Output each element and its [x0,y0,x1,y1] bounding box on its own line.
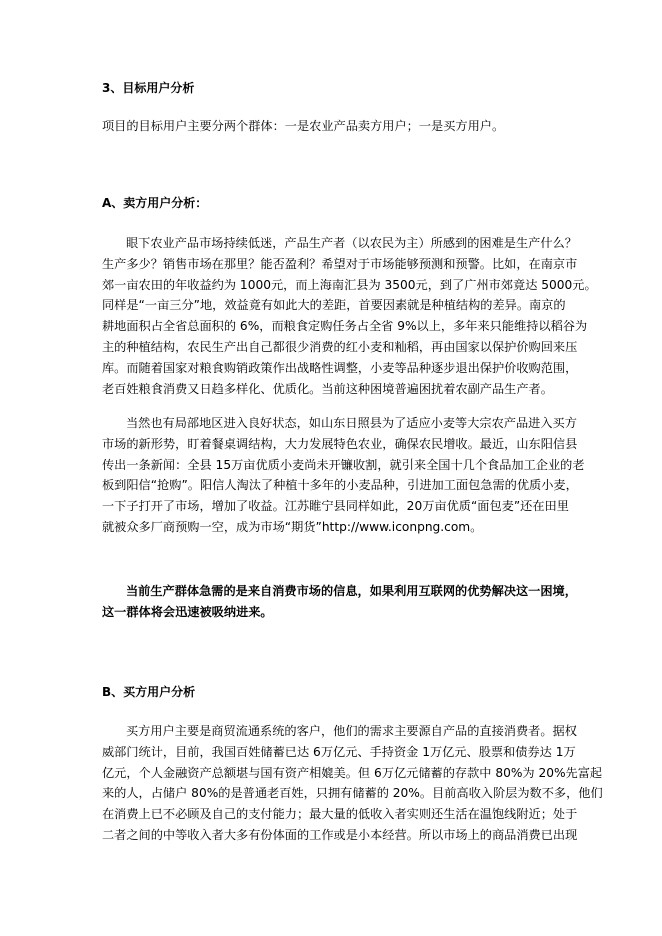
text-line: 就被众多厂商预购一空，成为市场“期货”http://www.iconpng.com。 [102,519,483,534]
section-3-heading: 3、目标用户分析 [102,81,195,95]
section-b-paragraph-1 [102,721,603,846]
section-3-intro [102,116,562,137]
text-line: 一下子打开了市场，增加了收益。江苏睢宁县同样如此，20万亩优质“面包麦”还在田里 [102,499,569,514]
section-a-paragraph-2 [102,413,585,538]
text-line: 同样是“一亩三分”地，效益竟有如此大的差距，首要因素就是种植结构的差异。南京的 [102,298,566,313]
text-line: 生产多少？销售市场在那里？能否盈利？希望对于市场能够预测和预警。比如，在南京市 [102,256,578,271]
text-line: 当然也有局部地区进入良好状态，如山东日照县为了适应小麦等大宗农产品进入买方 [126,416,577,430]
text-line: 板到阳信“抢购”。阳信人淘汰了种植十多年的小麦品种，引进加工面包急需的优质小麦， [102,478,578,493]
text-line: 老百姓粮食消费又日趋多样化、优质化。当前这种困境普遍困扰着农副产品生产者。 [102,381,553,396]
text-line: 买方用户主要是商贸流通系统的客户，他们的需求主要源自产品的直接消费者。据权 [126,724,577,738]
section-a-heading: A、卖方用户分析： [102,196,208,210]
text-line: 在消费上已不必顾及自己的支付能力；最大量的低收入者实则还生活在温饱线附近；处于 [102,807,578,822]
text-line: 耕地面积占全省总面积的 6%，而粮食定购任务占全省 9%以上，多年来只能维持以稻谷为 [102,319,588,334]
text-line: 来的人，占储户 80%的是普通老百姓，只拥有储蓄的 20%。目前高收入阶层为数不多，他们 [102,786,603,801]
text-line: 这一群体将会迅速被吸纳进来。 [102,604,273,619]
text-line: 市场的新形势，盯着餐桌调结构，大力发展特色农业，确保农民增收。最近，山东阳信县 [102,436,578,451]
text-line: 亿元，个人金融资产总额堪与国有资产相媲美。但 6万亿元储蓄的存款中 80%为 20%先富起 [102,765,603,780]
text-line: 传出一条新闻：全县 15万亩优质小麦尚未开镰收割，就引来全国十几个食品加工企业的老 [102,457,585,472]
text-line: 主的种植结构，农民生产出自己都很少消费的红小麦和籼稻，再由国家以保护价购回来压 [102,339,578,354]
text-line: 项目的目标用户主要分两个群体：一是农业产品卖方用户；一是买方用户。 [102,119,505,133]
text-line: 威部门统计，目前，我国百姓储蓄已达 6万亿元、手持资金 1万亿元、股票和债券达 1万 [102,744,576,759]
section-b-heading: B、买方用户分析 [102,685,196,699]
section-a-paragraph-1 [102,233,597,399]
text-line: 当前生产群体急需的是来自消费市场的信息，如果利用互联网的优势解决这一困境， [126,584,577,598]
section-a-paragraph-3 [102,581,577,623]
text-line: 二者之间的中等收入者大多有份体面的工作或是小本经营。所以市场上的商品消费已出现 [102,827,578,842]
text-line: 眼下农业产品市场持续低迷，产品生产者（以农民为主）所感到的困难是生产什么？ [126,236,577,250]
text-line: 郊一亩农田的年收益约为 1000元，而上海南汇县为 3500元，到了广州市郊竟达 5000元。 [102,277,597,292]
text-line: 库。而随着国家对粮食购销政策作出战略性调整，小麦等品种逐步退出保护价收购范围， [102,360,578,375]
